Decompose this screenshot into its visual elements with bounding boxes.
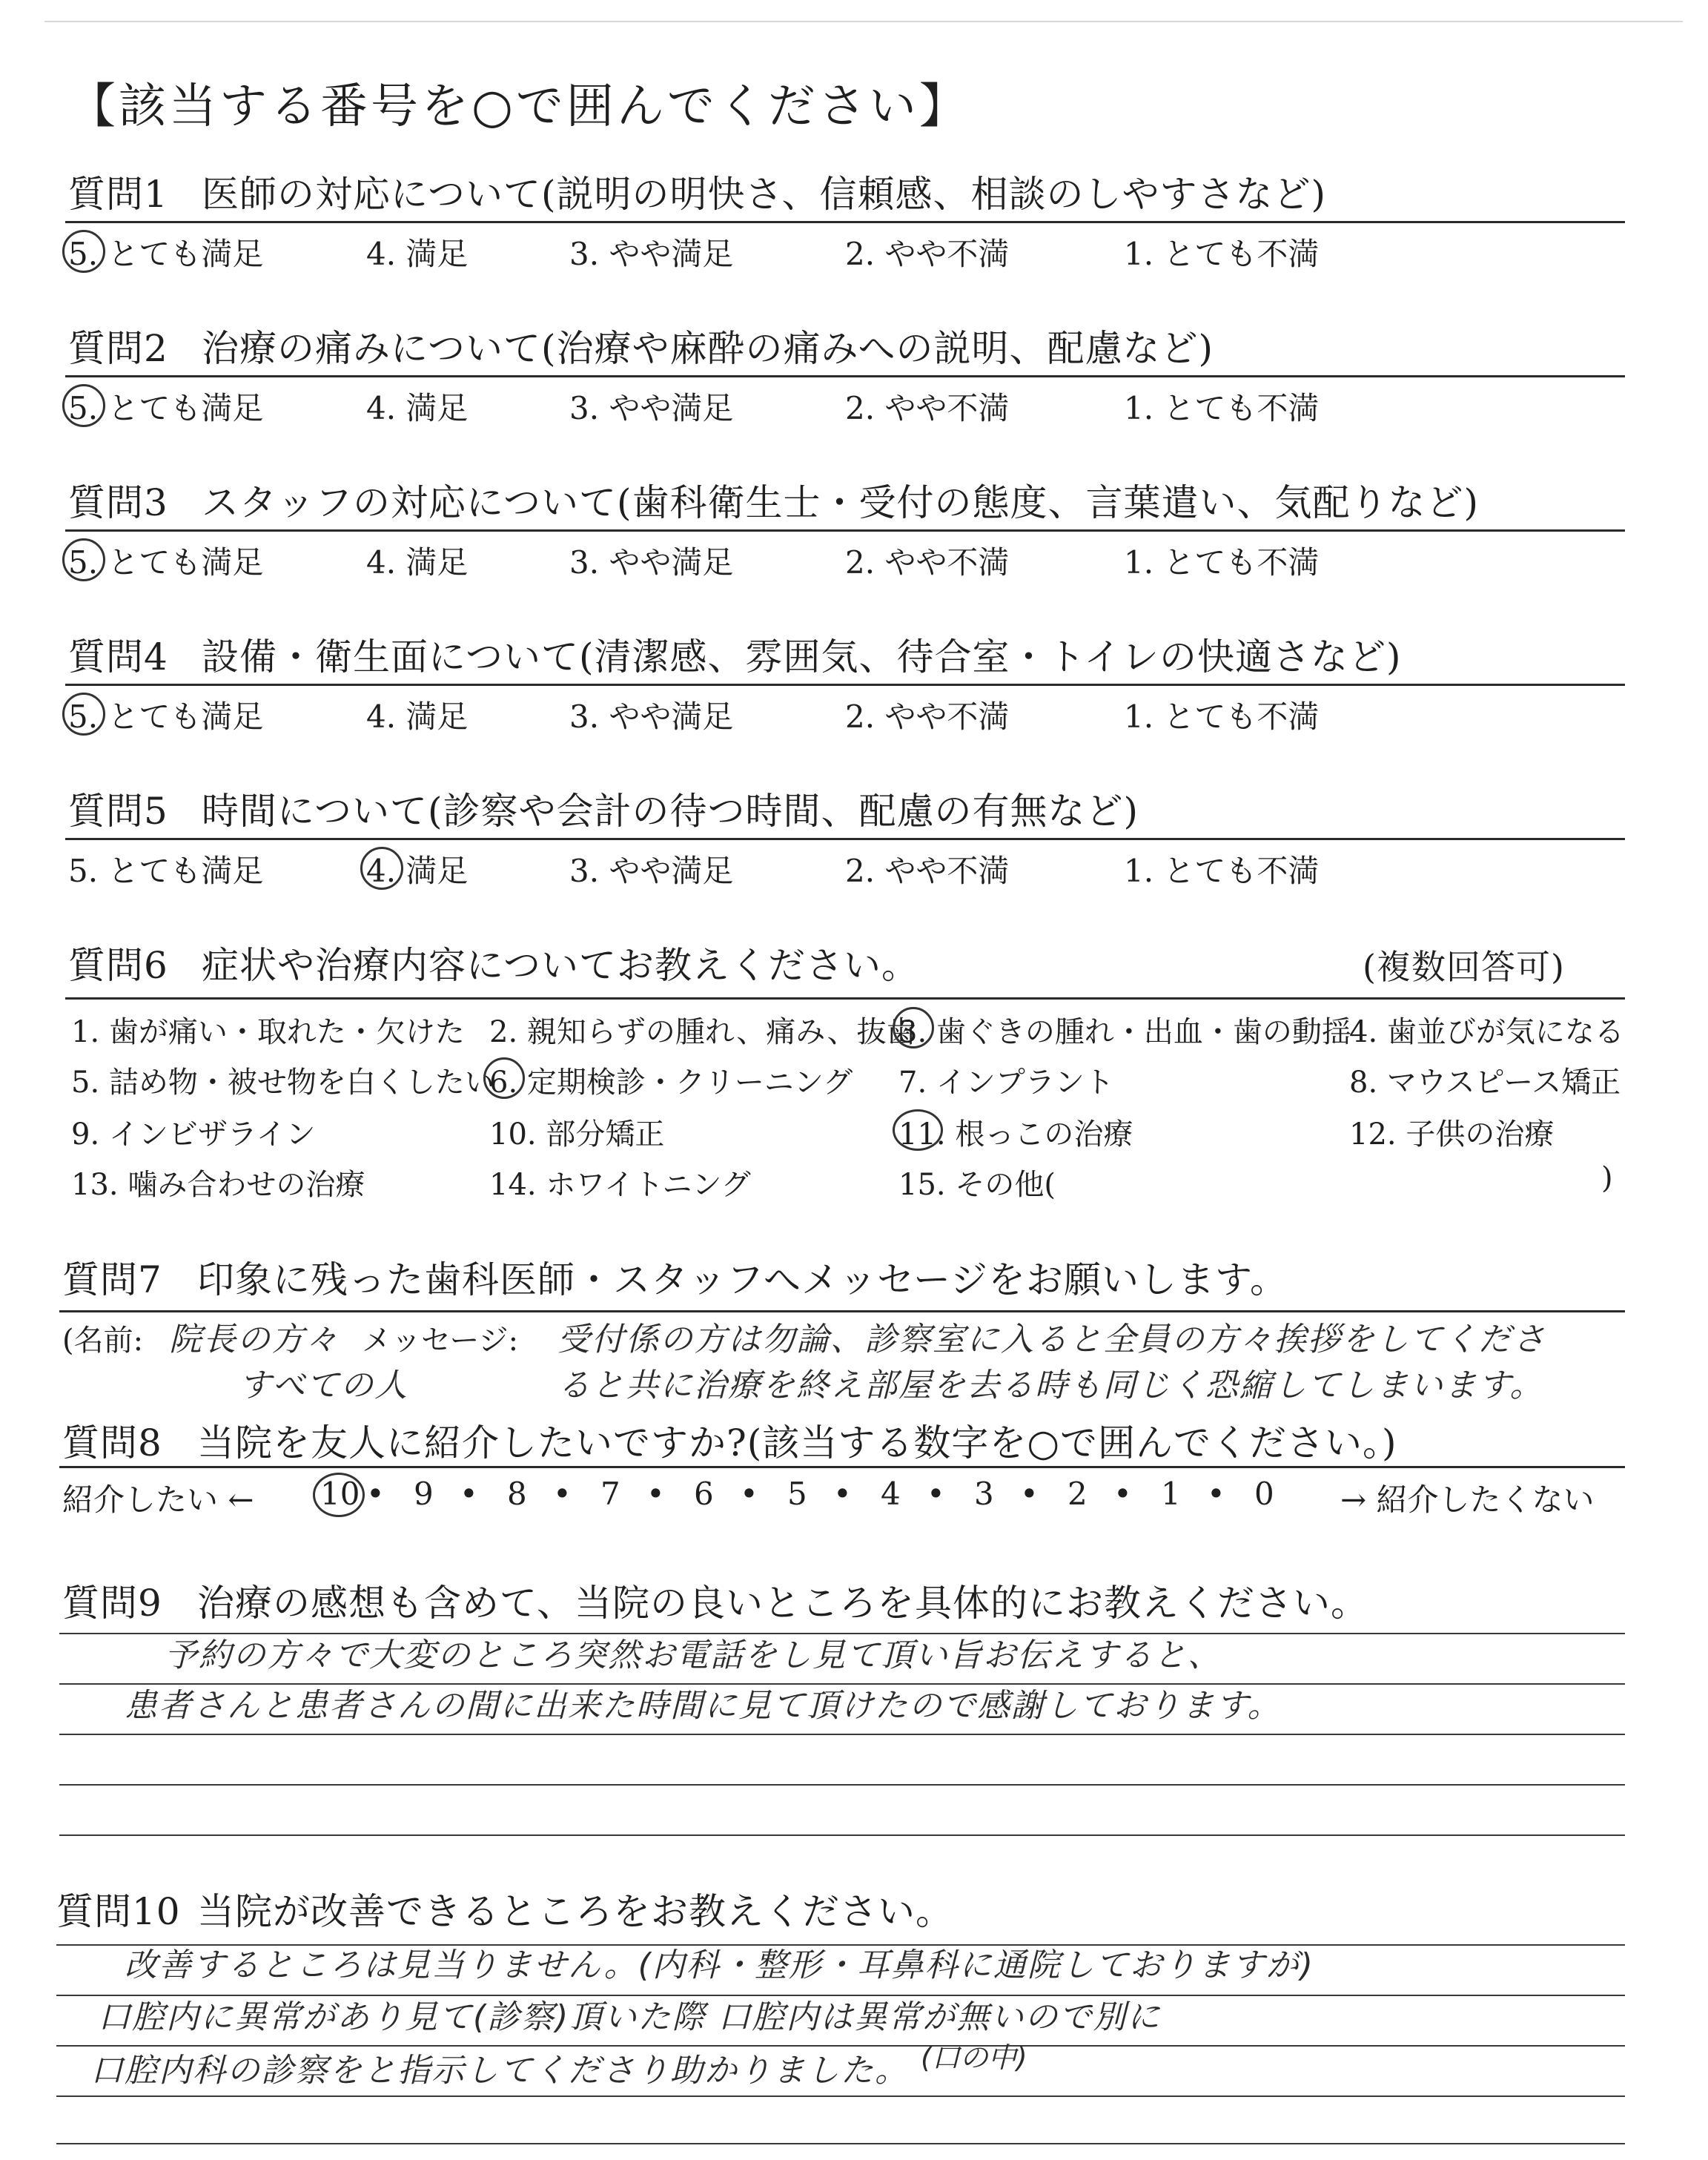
q2-selected-circle: [62, 384, 105, 427]
q8-scale-dot: •: [1207, 1476, 1225, 1512]
q5-option-1[interactable]: 1. とても不満: [1124, 853, 1320, 889]
q10-answer-line-1: 改善するところは見当りません。(内科・整形・耳鼻科に通院しておりますが): [125, 1946, 1314, 1984]
q1-option-5[interactable]: 5. とても満足: [68, 236, 264, 272]
q1-option-3[interactable]: 3. やや満足: [569, 236, 734, 272]
q8-scale-7[interactable]: 7: [600, 1476, 620, 1512]
q6-selected-circle-3: [893, 1007, 934, 1048]
q6-selected-circle-6: [483, 1057, 525, 1099]
q5-option-3[interactable]: 3. やや満足: [569, 853, 734, 889]
q3-rule: [65, 529, 1625, 532]
q6-item-2[interactable]: 2. 親知らずの腫れ、痛み、抜歯: [489, 1015, 916, 1049]
q8-scale-dot: •: [833, 1476, 852, 1512]
q1-rule: [65, 221, 1625, 223]
q8-scale-5[interactable]: 5: [787, 1476, 807, 1512]
q6-item-6[interactable]: 6. 定期検診・クリーニング: [489, 1066, 853, 1100]
q8-scale-dot: •: [927, 1476, 945, 1512]
q8-scale-dot: •: [460, 1476, 478, 1512]
q8-label: 質問8: [62, 1421, 162, 1464]
q8-scale-6[interactable]: 6: [694, 1476, 714, 1512]
q6-item-5[interactable]: 5. 詰め物・被せ物を白くしたい: [71, 1066, 494, 1100]
q8-selected-circle: [313, 1473, 365, 1517]
form-title: 【該当する番号を○で囲んでください】: [68, 79, 970, 134]
q5-option-5[interactable]: 5. とても満足: [68, 853, 264, 889]
q2-rule: [65, 375, 1625, 377]
q6-item-9[interactable]: 9. インビザライン: [71, 1117, 316, 1152]
q4-rule: [65, 684, 1625, 686]
q8-scale-dot: •: [366, 1476, 385, 1512]
q10-line-4: [56, 2095, 1625, 2097]
q6-item-13[interactable]: 13. 噛み合わせの治療: [71, 1168, 365, 1202]
q9-text: 治療の感想も含めて、当院の良いところを具体的にお教えください。: [197, 1582, 1368, 1625]
q4-option-2[interactable]: 2. やや不満: [845, 698, 1010, 735]
q6-item-3[interactable]: 3. 歯ぐきの腫れ・出血・歯の動揺: [898, 1015, 1351, 1049]
q4-text: 設備・衛生面について(清潔感、雰囲気、待合室・トイレの快適さなど): [202, 635, 1402, 678]
q7-message-line-1: 受付係の方は勿論、診察室に入ると全員の方々挨拶をしてくださ: [557, 1321, 1546, 1358]
q8-left-label: 紹介したい ←: [62, 1482, 254, 1518]
q2-option-1[interactable]: 1. とても不満: [1124, 390, 1320, 426]
q2-option-5[interactable]: 5. とても満足: [68, 390, 264, 426]
q6-label: 質問6: [68, 944, 168, 987]
q3-option-3[interactable]: 3. やや満足: [569, 544, 734, 581]
q8-scale-dot: •: [553, 1476, 572, 1512]
q6-item-7[interactable]: 7. インプラント: [898, 1066, 1114, 1100]
q2-option-2[interactable]: 2. やや不満: [845, 390, 1010, 426]
q6-item-10[interactable]: 10. 部分矯正: [489, 1117, 665, 1152]
q8-scale-9[interactable]: 9: [414, 1476, 434, 1512]
q6-note: (複数回答可): [1363, 947, 1565, 987]
q8-scale-0[interactable]: 0: [1254, 1476, 1274, 1512]
q7-name-line-1: 院長の方々: [169, 1321, 340, 1358]
q6-item-4[interactable]: 4. 歯並びが気になる: [1349, 1015, 1624, 1049]
q10-annotation: (口の中): [921, 2041, 1027, 2074]
q5-option-4[interactable]: 4. 満足: [366, 853, 469, 889]
q10-answer-line-2: 口腔内に異常があり見て(診察)頂いた際 口腔内は異常が無いので別に: [98, 1998, 1162, 2036]
q2-label: 質問2: [68, 327, 168, 370]
q9-answer-line-1: 予約の方々で大変のところ突然お電話をし見て頂い旨お伝えすると、: [165, 1636, 1222, 1674]
q7-message-label: メッセージ:: [362, 1324, 519, 1358]
q1-option-4[interactable]: 4. 満足: [366, 236, 469, 272]
q6-rule: [65, 997, 1625, 1000]
q6-item-11[interactable]: 11. 根っこの治療: [898, 1117, 1133, 1152]
q8-scale-8[interactable]: 8: [507, 1476, 527, 1512]
q8-text: 当院を友人に紹介したいですか?(該当する数字を○で囲んでください。): [197, 1421, 1397, 1464]
q4-option-5[interactable]: 5. とても満足: [68, 698, 264, 735]
q7-label: 質問7: [62, 1258, 162, 1301]
q5-label: 質問5: [68, 790, 168, 833]
q9-answer-line-2: 患者さんと患者さんの間に出来た時間に見て頂けたので感謝しております。: [125, 1687, 1282, 1725]
q9-label: 質問9: [62, 1582, 162, 1625]
q8-scale-dot: •: [646, 1476, 665, 1512]
q8-scale-dot: •: [1020, 1476, 1039, 1512]
q7-name-line-2: すべての人: [239, 1367, 409, 1404]
q9-line-5: [59, 1834, 1625, 1836]
q3-label: 質問3: [68, 481, 168, 524]
q3-text: スタッフの対応について(歯科衛生士・受付の態度、言葉遣い、気配りなど): [202, 481, 1480, 524]
q8-rule: [59, 1466, 1625, 1468]
q6-item-8[interactable]: 8. マウスピース矯正: [1349, 1066, 1621, 1100]
q5-selected-circle: [360, 847, 403, 890]
q6-item-15[interactable]: 15. その他(: [898, 1168, 1056, 1202]
q8-scale-dot: •: [740, 1476, 758, 1512]
q10-answer-line-3: 口腔内科の診察をと指示してくださり助かりました。: [90, 2052, 909, 2090]
q2-option-3[interactable]: 3. やや満足: [569, 390, 734, 426]
q1-label: 質問1: [68, 173, 168, 216]
q4-option-3[interactable]: 3. やや満足: [569, 698, 734, 735]
q8-scale-4[interactable]: 4: [881, 1476, 901, 1512]
q6-text: 症状や治療内容についてお教えください。: [202, 944, 919, 987]
q8-scale-2[interactable]: 2: [1068, 1476, 1088, 1512]
q8-scale-3[interactable]: 3: [974, 1476, 994, 1512]
q10-line-5: [56, 2143, 1625, 2144]
q7-message-line-2: ると共に治療を終え部屋を去る時も同じく恐縮してしまいます。: [557, 1367, 1544, 1404]
q4-option-1[interactable]: 1. とても不満: [1124, 698, 1320, 735]
q2-text: 治療の痛みについて(治療や麻酔の痛みへの説明、配慮など): [202, 327, 1214, 370]
q5-rule: [65, 838, 1625, 840]
q7-name-label: (名前:: [62, 1324, 144, 1358]
q3-option-4[interactable]: 4. 満足: [366, 544, 469, 581]
scan-top-edge: [44, 21, 1683, 22]
q4-selected-circle: [62, 693, 105, 736]
q10-text: 当院が改善できるところをお教えください。: [197, 1890, 953, 1933]
q3-selected-circle: [62, 538, 105, 581]
q1-option-1[interactable]: 1. とても不満: [1124, 236, 1320, 272]
q4-label: 質問4: [68, 635, 168, 678]
q4-option-4[interactable]: 4. 満足: [366, 698, 469, 735]
q8-scale-dot: •: [1113, 1476, 1132, 1512]
q8-scale-10[interactable]: 10: [320, 1476, 360, 1512]
q9-line-3: [59, 1734, 1625, 1735]
q6-selected-circle-11: [893, 1109, 943, 1151]
q7-text: 印象に残った歯科医師・スタッフへメッセージをお願いします。: [197, 1258, 1288, 1301]
q6-item-12[interactable]: 12. 子供の治療: [1349, 1117, 1555, 1152]
q3-option-1[interactable]: 1. とても不満: [1124, 544, 1320, 581]
q8-right-label: → 紹介したくない: [1340, 1482, 1595, 1518]
q8-scale-1[interactable]: 1: [1161, 1476, 1181, 1512]
q3-option-2[interactable]: 2. やや不満: [845, 544, 1010, 581]
q1-text: 医師の対応について(説明の明快さ、信頼感、相談のしやすさなど): [202, 173, 1327, 216]
q6-item-14[interactable]: 14. ホワイトニング: [489, 1168, 751, 1202]
q9-line-4: [59, 1784, 1625, 1786]
q5-option-2[interactable]: 2. やや不満: [845, 853, 1010, 889]
q5-text: 時間について(診察や会計の待つ時間、配慮の有無など): [202, 790, 1139, 833]
q6-item-1[interactable]: 1. 歯が痛い・取れた・欠けた: [71, 1015, 465, 1049]
q6-item-16[interactable]: ): [1601, 1161, 1613, 1195]
q2-option-4[interactable]: 4. 満足: [366, 390, 469, 426]
q10-label: 質問10: [56, 1890, 181, 1933]
q1-option-2[interactable]: 2. やや不満: [845, 236, 1010, 272]
q3-option-5[interactable]: 5. とても満足: [68, 544, 264, 581]
q1-selected-circle: [62, 230, 105, 273]
